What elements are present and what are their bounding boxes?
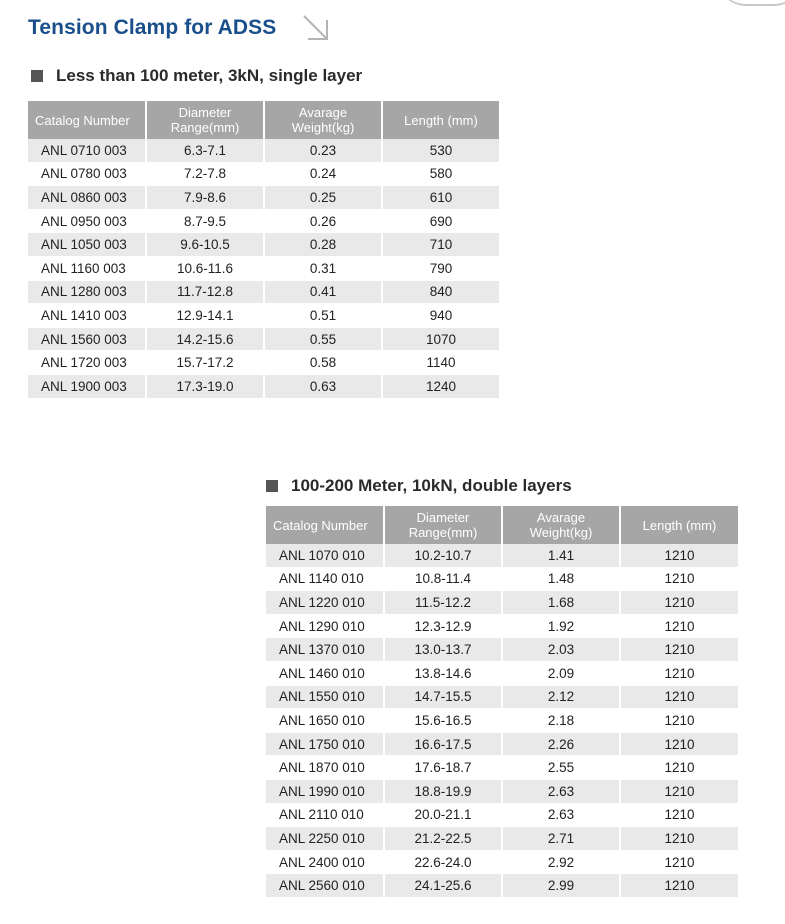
length-cell: 840 — [382, 280, 499, 304]
table-row — [28, 280, 499, 304]
diameter-range-cell: 6.3-7.1 — [146, 139, 264, 162]
diameter-range-cell: 13.0-13.7 — [384, 638, 502, 662]
diameter-range-cell: 16.6-17.5 — [384, 732, 502, 756]
specs-table — [28, 101, 499, 399]
length-cell: 1210 — [620, 544, 738, 567]
diameter-range-cell: 22.6-24.0 — [384, 850, 502, 874]
length-cell: 1210 — [620, 756, 738, 780]
length-cell: 1240 — [382, 374, 499, 398]
diameter-range-cell: 17.6-18.7 — [384, 756, 502, 780]
table-row — [266, 732, 738, 756]
table-row — [266, 756, 738, 780]
catalog-number-cell: ANL 2560 010 — [266, 874, 384, 898]
diameter-range-cell: 20.0-21.1 — [384, 803, 502, 827]
square-bullet-icon — [266, 480, 278, 492]
weight-cell: 1.92 — [502, 614, 620, 638]
diameter-range-cell: 7.2-7.8 — [146, 162, 264, 186]
table-row — [266, 591, 738, 615]
catalog-number-cell: ANL 1750 010 — [266, 732, 384, 756]
diameter-range-cell: 10.8-11.4 — [384, 567, 502, 591]
weight-cell: 0.41 — [264, 280, 382, 304]
catalog-number-cell: ANL 1290 010 — [266, 614, 384, 638]
table-row — [28, 139, 499, 162]
table-row — [266, 709, 738, 733]
weight-cell: 2.63 — [502, 779, 620, 803]
diagonal-arrow-icon — [300, 12, 332, 44]
length-cell: 940 — [382, 304, 499, 328]
column-header: Diameter Range(mm) — [146, 101, 264, 139]
section-heading-text: Less than 100 meter, 3kN, single layer — [56, 66, 363, 85]
diameter-range-cell: 18.8-19.9 — [384, 779, 502, 803]
weight-cell: 0.55 — [264, 327, 382, 351]
weight-cell: 2.71 — [502, 827, 620, 851]
table-row — [28, 209, 499, 233]
catalog-number-cell: ANL 1070 010 — [266, 544, 384, 567]
diameter-range-cell: 10.2-10.7 — [384, 544, 502, 567]
length-cell: 690 — [382, 209, 499, 233]
weight-cell: 0.23 — [264, 139, 382, 162]
weight-cell: 1.68 — [502, 591, 620, 615]
table-row — [28, 304, 499, 328]
length-cell: 1210 — [620, 779, 738, 803]
weight-cell: 1.41 — [502, 544, 620, 567]
weight-cell: 2.09 — [502, 661, 620, 685]
section-heading — [266, 476, 572, 496]
length-cell: 610 — [382, 186, 499, 210]
table-row — [266, 638, 738, 662]
catalog-number-cell: ANL 1140 010 — [266, 567, 384, 591]
catalog-number-cell: ANL 0950 003 — [28, 209, 146, 233]
catalog-number-cell: ANL 0860 003 — [28, 186, 146, 210]
catalog-number-cell: ANL 1560 003 — [28, 327, 146, 351]
diameter-range-cell: 24.1-25.6 — [384, 874, 502, 898]
weight-cell: 0.24 — [264, 162, 382, 186]
table-row — [28, 327, 499, 351]
length-cell: 1210 — [620, 661, 738, 685]
length-cell: 530 — [382, 139, 499, 162]
weight-cell: 0.31 — [264, 256, 382, 280]
weight-cell: 0.28 — [264, 233, 382, 257]
diameter-range-cell: 17.3-19.0 — [146, 374, 264, 398]
length-cell: 1210 — [620, 874, 738, 898]
catalog-number-cell: ANL 1410 003 — [28, 304, 146, 328]
column-header: Avarage Weight(kg) — [502, 506, 620, 544]
column-header: Catalog Number — [28, 101, 146, 139]
column-header: Length (mm) — [620, 506, 738, 544]
length-cell: 1140 — [382, 351, 499, 375]
catalog-number-cell: ANL 1900 003 — [28, 374, 146, 398]
table-row — [28, 256, 499, 280]
column-header: Catalog Number — [266, 506, 384, 544]
catalog-number-cell: ANL 1720 003 — [28, 351, 146, 375]
length-cell: 1210 — [620, 827, 738, 851]
catalog-number-cell: ANL 1460 010 — [266, 661, 384, 685]
column-header: Diameter Range(mm) — [384, 506, 502, 544]
specs-table — [266, 506, 738, 898]
table-row — [266, 779, 738, 803]
catalog-number-cell: ANL 1370 010 — [266, 638, 384, 662]
table-row — [266, 614, 738, 638]
diameter-range-cell: 15.6-16.5 — [384, 709, 502, 733]
diameter-range-cell: 13.8-14.6 — [384, 661, 502, 685]
section-heading — [31, 66, 362, 86]
table-row — [266, 685, 738, 709]
diameter-range-cell: 14.7-15.5 — [384, 685, 502, 709]
diameter-range-cell: 21.2-22.5 — [384, 827, 502, 851]
length-cell: 1210 — [620, 709, 738, 733]
table-row — [266, 874, 738, 898]
table-row — [28, 374, 499, 398]
table-header-row — [266, 506, 738, 544]
catalog-number-cell: ANL 1550 010 — [266, 685, 384, 709]
length-cell: 1210 — [620, 732, 738, 756]
weight-cell: 2.12 — [502, 685, 620, 709]
corner-decoration — [715, 0, 785, 6]
length-cell: 1210 — [620, 638, 738, 662]
diameter-range-cell: 7.9-8.6 — [146, 186, 264, 210]
length-cell: 1210 — [620, 614, 738, 638]
diameter-range-cell: 11.5-12.2 — [384, 591, 502, 615]
weight-cell: 0.63 — [264, 374, 382, 398]
column-header: Avarage Weight(kg) — [264, 101, 382, 139]
square-bullet-icon — [31, 70, 43, 82]
length-cell: 1210 — [620, 803, 738, 827]
diameter-range-cell: 14.2-15.6 — [146, 327, 264, 351]
catalog-number-cell: ANL 0710 003 — [28, 139, 146, 162]
table-row — [266, 827, 738, 851]
catalog-number-cell: ANL 1990 010 — [266, 779, 384, 803]
catalog-number-cell: ANL 1650 010 — [266, 709, 384, 733]
weight-cell: 0.25 — [264, 186, 382, 210]
catalog-number-cell: ANL 1050 003 — [28, 233, 146, 257]
length-cell: 790 — [382, 256, 499, 280]
table-row — [28, 233, 499, 257]
length-cell: 710 — [382, 233, 499, 257]
catalog-number-cell: ANL 2400 010 — [266, 850, 384, 874]
diameter-range-cell: 12.9-14.1 — [146, 304, 264, 328]
weight-cell: 0.51 — [264, 304, 382, 328]
weight-cell: 1.48 — [502, 567, 620, 591]
length-cell: 1210 — [620, 685, 738, 709]
column-header: Length (mm) — [382, 101, 499, 139]
page-title: Tension Clamp for ADSS — [28, 16, 277, 39]
catalog-number-cell: ANL 0780 003 — [28, 162, 146, 186]
diameter-range-cell: 9.6-10.5 — [146, 233, 264, 257]
diameter-range-cell: 11.7-12.8 — [146, 280, 264, 304]
diameter-range-cell: 12.3-12.9 — [384, 614, 502, 638]
weight-cell: 0.58 — [264, 351, 382, 375]
table-row — [28, 351, 499, 375]
table-header-row — [28, 101, 499, 139]
length-cell: 1070 — [382, 327, 499, 351]
table-row — [266, 567, 738, 591]
length-cell: 1210 — [620, 591, 738, 615]
weight-cell: 2.55 — [502, 756, 620, 780]
weight-cell: 2.03 — [502, 638, 620, 662]
diameter-range-cell: 15.7-17.2 — [146, 351, 264, 375]
catalog-number-cell: ANL 1160 003 — [28, 256, 146, 280]
section-heading-text: 100-200 Meter, 10kN, double layers — [291, 476, 572, 495]
catalog-number-cell: ANL 1280 003 — [28, 280, 146, 304]
table-row — [266, 803, 738, 827]
weight-cell: 2.99 — [502, 874, 620, 898]
table-row — [266, 661, 738, 685]
length-cell: 1210 — [620, 567, 738, 591]
weight-cell: 2.26 — [502, 732, 620, 756]
weight-cell: 2.18 — [502, 709, 620, 733]
length-cell: 580 — [382, 162, 499, 186]
table-row — [28, 162, 499, 186]
catalog-number-cell: ANL 1220 010 — [266, 591, 384, 615]
weight-cell: 0.26 — [264, 209, 382, 233]
table-row — [28, 186, 499, 210]
length-cell: 1210 — [620, 850, 738, 874]
weight-cell: 2.63 — [502, 803, 620, 827]
diameter-range-cell: 8.7-9.5 — [146, 209, 264, 233]
catalog-number-cell: ANL 1870 010 — [266, 756, 384, 780]
weight-cell: 2.92 — [502, 850, 620, 874]
diameter-range-cell: 10.6-11.6 — [146, 256, 264, 280]
catalog-number-cell: ANL 2250 010 — [266, 827, 384, 851]
table-row — [266, 544, 738, 567]
table-row — [266, 850, 738, 874]
catalog-number-cell: ANL 2110 010 — [266, 803, 384, 827]
